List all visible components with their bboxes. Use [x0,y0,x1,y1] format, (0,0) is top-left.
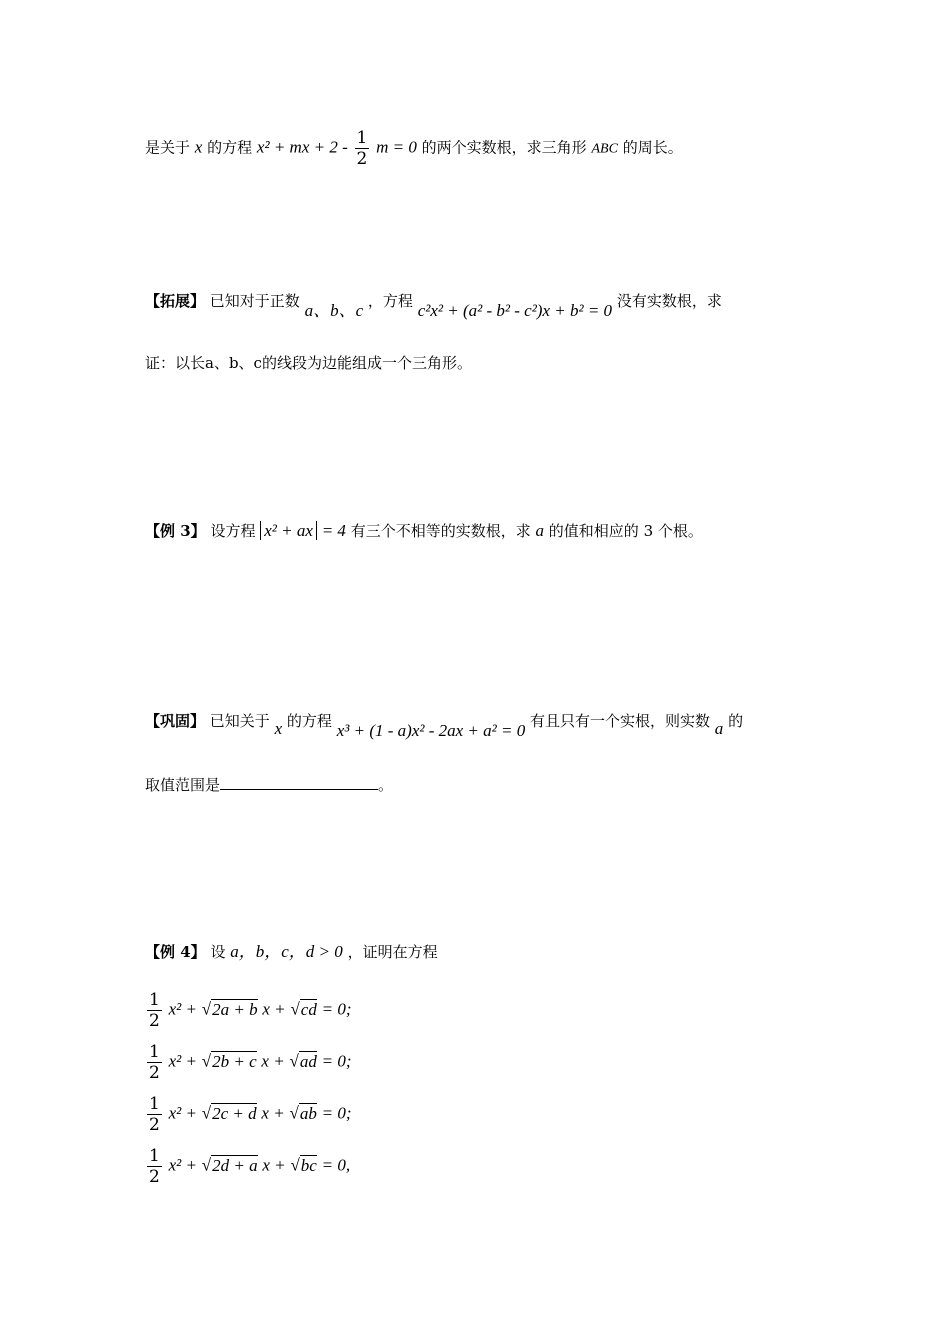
eq4-part-b: x + [262,1155,286,1175]
eq1-radicand-1: 2a + b [212,999,258,1019]
p2-text-2: ，方程 [367,292,413,310]
p1-fraction [355,128,370,169]
p1-var-x: x [194,137,203,157]
eq3-part-b: x + [261,1103,285,1123]
p5-text-1: 设 [210,943,226,961]
eq2-part-b: x + [261,1051,285,1071]
p3-absolute-value: x² + ax [260,521,317,540]
eq4-part-c: = 0, [321,1155,351,1175]
p2-equation: c²x² + (a² - b² - c²)x + b² = 0 [417,301,613,320]
extension-line-2 [145,352,472,374]
p1-text-1: 是关于 [145,138,191,157]
equation-row: $\frac{1}{2}$ x² + √2b + c x + √ad = 0; [149,1042,352,1083]
p3-equation-rhs: = 4 [321,521,346,540]
consolidation-label: 【巩固】 [145,712,206,730]
eq1-part-b: x + [262,999,286,1019]
p2-line-2: 证：以长a、b、c的线段为边能组成一个三角形。 [145,354,472,372]
eq1-radicand-2: cd [300,999,317,1019]
eq2-radicand-1: 2b + c [212,1051,257,1071]
p4-line-2-period: 。 [378,776,394,794]
p1-equation-part-b: m = 0 [376,137,417,157]
eq2-fraction [147,1042,162,1083]
eq1-fraction [147,990,162,1031]
p4-text-4: 的 [728,712,744,730]
eq3-part-c: = 0; [321,1103,352,1123]
p3-text-1: 设方程 [210,522,256,540]
p1-equation-part-a: x² + mx + 2 - [256,137,348,157]
consolidation-line-2 [145,774,393,796]
p4-text-1: 已知关于 [209,712,270,730]
eq2-radicand-2: ad [299,1051,317,1071]
p5-text-2: ，证明在方程 [347,943,438,961]
eq4-radicand-2: bc [300,1155,317,1175]
eq2-part-c: = 0; [321,1051,352,1071]
p1-text-4: 的周长。 [622,138,683,157]
p2-text-1: 已知对于正数 [209,292,300,310]
eq1-part-a: x² + [168,999,197,1019]
eq2-numerator: 1 [149,1042,160,1062]
p1-fraction-numerator: 1 [356,128,368,148]
eq2-part-a: x² + [168,1051,197,1071]
example-3-line [145,520,703,542]
p2-text-3: 没有实数根，求 [616,292,722,310]
eq1-denominator: 2 [149,1011,160,1031]
p4-text-3: 有且只有一个实根，则实数 [530,712,711,730]
p3-text-3: 的值和相应的 3 个根。 [548,522,703,540]
equation-row: $\frac{1}{2}$ x² + √2a + b x + √cd = 0; [149,990,352,1031]
p3-var-a: a [535,521,545,540]
example-4-line [145,941,438,963]
extension-label: 【拓展】 [145,292,206,310]
eq3-fraction [147,1094,162,1135]
eq4-fraction [147,1146,162,1187]
answer-blank[interactable] [220,775,378,790]
eq1-part-c: = 0; [321,999,352,1019]
eq1-numerator: 1 [149,990,160,1010]
eq3-radicand-1: 2c + d [212,1103,257,1123]
eq4-part-a: x² + [168,1155,197,1175]
example-4-label: 【例 4】 [145,943,206,961]
p4-line-2-text: 取值范围是 [145,776,221,794]
eq3-denominator: 2 [149,1115,160,1135]
example-3-label: 【例 3】 [145,522,206,540]
p3-text-2: 有三个不相等的实数根，求 [350,522,531,540]
eq3-radicand-2: ab [299,1103,317,1123]
extension-line-1 [145,290,722,320]
eq4-radicand-1: 2d + a [212,1155,258,1175]
eq3-numerator: 1 [149,1094,160,1114]
p4-text-2: 的方程 [286,712,332,730]
p1-text-2: 的方程 [207,138,253,157]
p5-vars: a，b，c，d > 0 [230,942,343,961]
p1-text-3: 的两个实数根，求三角形 [421,138,587,157]
problem-1-line [145,128,683,169]
p1-fraction-denominator: 2 [356,149,368,169]
p2-vars: a、b、c [304,301,364,320]
p1-triangle-abc: ABC [591,141,618,157]
consolidation-line-1 [145,710,744,740]
equation-row: $\frac{1}{2}$ x² + √2c + d x + √ab = 0; [149,1094,352,1135]
p4-equation: x³ + (1 - a)x² - 2ax + a² = 0 [336,721,526,740]
eq4-denominator: 2 [149,1167,160,1187]
eq2-denominator: 2 [149,1063,160,1083]
eq4-numerator: 1 [149,1146,160,1166]
p4-var-a: a [714,719,724,738]
eq3-part-a: x² + [168,1103,197,1123]
p4-var-x: x [274,719,283,738]
equation-row: $\frac{1}{2}$ x² + √2d + a x + √bc = 0, [149,1146,351,1187]
